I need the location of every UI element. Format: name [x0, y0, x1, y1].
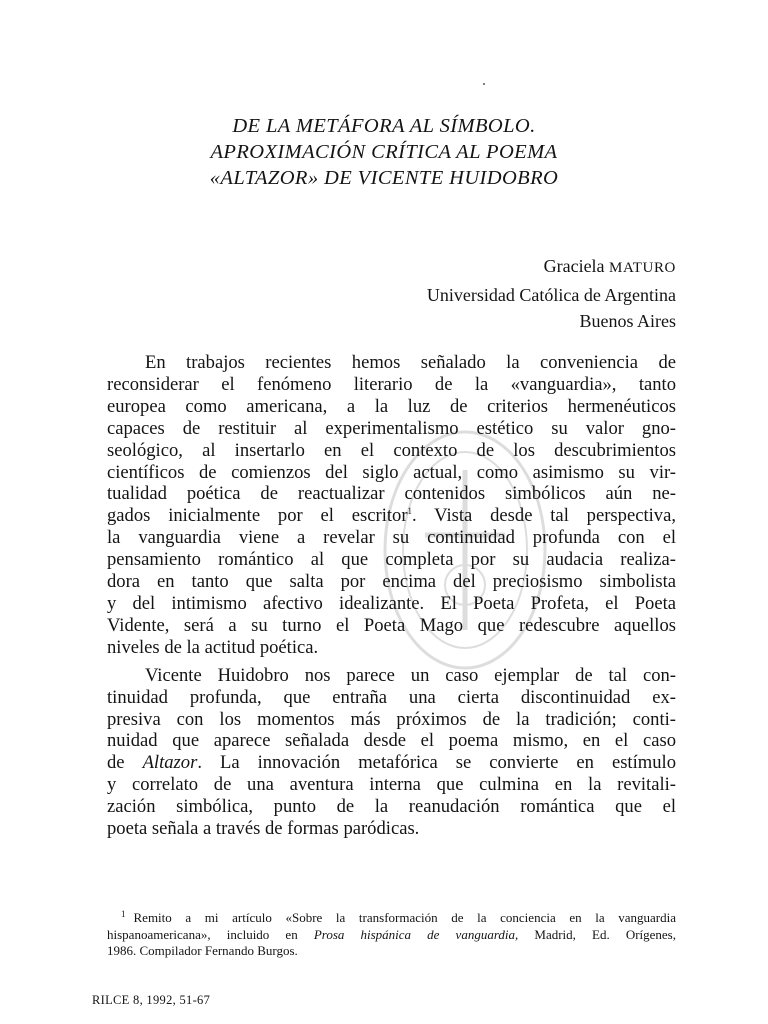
- text-run: . Vista desde tal perspectiva,: [412, 505, 676, 527]
- text-line: Vidente, será a su turno el Poeta Mago que redescubre aquellos: [107, 614, 676, 636]
- text-line: tualidad poética de reactualizar contenidos simbólicos aún ne-: [107, 483, 676, 505]
- footnote-marker: 1: [121, 908, 126, 919]
- text-line: seológico, al insertarlo en el contexto de los descubrimientos: [107, 439, 676, 461]
- text-line: capaces de restituir al experimentalismo estético su valor gno-: [107, 417, 676, 439]
- text-line: [107, 752, 676, 774]
- author-name: [427, 253, 676, 282]
- text-line: poeta señala a través de formas paródicas.: [107, 818, 420, 840]
- text-line: y correlato de una aventura interna que culmina en la revitali-: [107, 774, 676, 796]
- text-line: Vicente Huidobro nos parece un caso ejemplar de tal con-: [145, 664, 676, 686]
- footnote-line: 1986. Compilador Fernando Burgos.: [107, 943, 298, 958]
- text-line: nuidad que aparece señalada desde el poema mismo, en el caso: [107, 730, 676, 752]
- text-line: [107, 505, 676, 527]
- footnote-reference: 1: [407, 506, 413, 517]
- text-line: tinuidad profunda, que entraña una cierta discontinuidad ex-: [107, 686, 676, 708]
- title-line: DE LA METÁFORA AL SÍMBOLO.: [232, 115, 536, 137]
- text-run: Remito a mi artículo «Sobre la transformación de la conciencia en la vanguardia: [133, 910, 676, 925]
- text-run: de: [107, 752, 143, 774]
- article-title: [110, 113, 658, 191]
- paragraph: [107, 665, 676, 840]
- poem-title-italic: Altazor: [142, 752, 198, 774]
- author-block: [427, 253, 676, 335]
- text-line: niveles de la actitud poética.: [107, 636, 319, 658]
- author-affiliation: Universidad Católica de Argentina: [426, 284, 676, 305]
- text-run: . La innovación metafórica se convierte en estímulo: [197, 752, 676, 774]
- print-speck: [483, 83, 485, 85]
- footnote: [107, 910, 676, 960]
- text-line: la vanguardia viene a revelar su continuidad profunda con el: [107, 527, 676, 549]
- text-run: Madrid, Ed. Orígenes,: [518, 926, 676, 942]
- article-body: [107, 352, 676, 840]
- author-given-name: Graciela: [543, 256, 605, 276]
- text-line: y del intimismo afectivo idealizante. El Poeta Profeta, el Poeta: [107, 592, 676, 614]
- text-line: dora en tanto que salta por encima del preciosismo simbolista: [107, 571, 676, 593]
- title-line: APROXIMACIÓN CRÍTICA AL POEMA: [210, 141, 558, 163]
- book-title-italic: Prosa hispánica de vanguardia,: [313, 926, 519, 942]
- running-footer: RILCE 8, 1992, 51-67: [92, 993, 211, 1007]
- text-line: En trabajos recientes hemos señalado la conveniencia de: [145, 352, 676, 373]
- text-line: zación simbólica, punto de la reanudación romántica que el: [107, 796, 676, 818]
- footnote-line: [107, 910, 676, 927]
- text-run: gados inicialmente por el escritor: [107, 505, 408, 527]
- author-surname: MATURO: [609, 260, 676, 276]
- title-line: «ALTAZOR» DE VICENTE HUIDOBRO: [209, 167, 559, 189]
- text-line: reconsiderar el fenómeno literario de la «vanguardia», tanto: [107, 373, 676, 395]
- footnote-line: [107, 927, 676, 944]
- author-city: Buenos Aires: [579, 311, 676, 331]
- text-line: presiva con los momentos más próximos de la tradición; conti-: [107, 708, 676, 730]
- text-line: pensamiento romántico al que completa por su audacia realiza-: [107, 549, 676, 571]
- paragraph: [107, 352, 676, 659]
- text-line: científicos de comienzos del siglo actual, como asimismo su vir-: [107, 461, 676, 483]
- text-line: europea como americana, a la luz de criterios hermenéuticos: [107, 395, 676, 417]
- text-run: hispanoamericana», incluido en: [107, 926, 314, 942]
